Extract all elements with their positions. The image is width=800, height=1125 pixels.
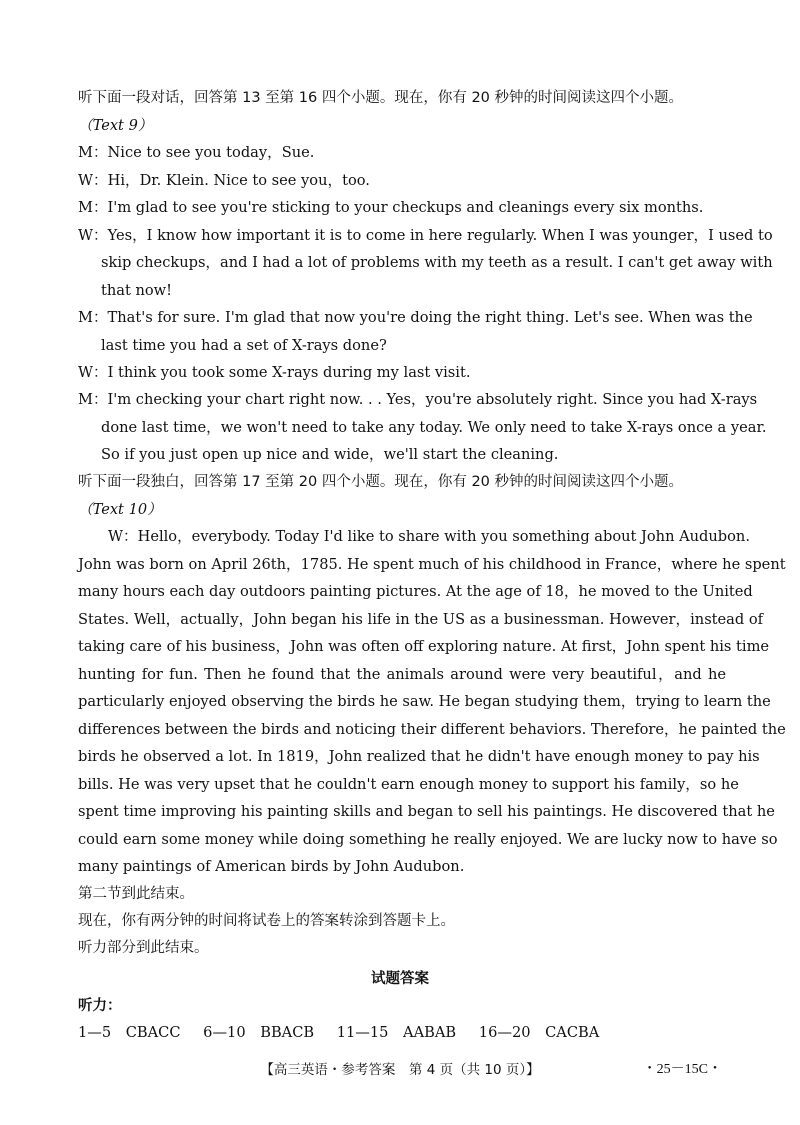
- monologue-line: States. Well，actually，John began his life in the US as a businessman. However，instead of: [78, 611, 764, 628]
- monologue-line: W：Hello，everybody. Today I'd like to share with you something about John Audubon.: [108, 528, 750, 545]
- monologue-line: particularly enjoyed observing the birds he saw. He began studying them，trying to learn the: [78, 693, 771, 710]
- answer-group: 11—15 AABAB: [336, 1024, 457, 1041]
- dialogue-line: last time you had a set of X-rays done?: [101, 337, 387, 354]
- text10-label: （Text 10）: [78, 501, 162, 518]
- monologue-line: could earn some money while doing something he really enjoyed. We are lucky now to have so: [78, 831, 778, 848]
- text9-label: （Text 9）: [78, 117, 153, 134]
- monologue-line: spent time improving his painting skills and began to sell his paintings. He discovered that he: [78, 803, 775, 820]
- transfer-answers-text: 现在，你有两分钟的时间将试卷上的答案转涂到答题卡上。: [78, 913, 455, 929]
- monologue-line: many hours each day outdoors painting pictures. At the age of 18，he moved to the United: [78, 583, 753, 600]
- dialogue-line: So if you just open up nice and wide，we'll start the cleaning.: [101, 446, 559, 463]
- monologue-line: bills. He was very upset that he couldn't earn enough money to support his family，so he: [78, 776, 739, 793]
- monologue-line: differences between the birds and noticing their different behaviors. Therefore，he painted the: [78, 721, 786, 738]
- answer-group: 16—20 CACBA: [478, 1024, 600, 1041]
- dialogue-line: M：That's for sure. I'm glad that now you're doing the right thing. Let's see. When was the: [78, 309, 753, 326]
- dialogue-line: that now!: [101, 282, 173, 299]
- page-code: ・25－15C・: [642, 1062, 722, 1077]
- dialogue-line: M：Nice to see you today，Sue.: [78, 144, 315, 161]
- answer-group: 6—10 BBACB: [203, 1024, 315, 1041]
- dialogue-line: done last time，we won't need to take any today. We only need to take X-rays once a year.: [101, 419, 767, 436]
- monologue-line: taking care of his business，John was often off exploring nature. At first，John spent his time: [78, 638, 770, 655]
- dialogue-line: M：I'm checking your chart right now. . . Yes，you're absolutely right. Since you had X-rays: [78, 391, 758, 408]
- answer-group: 1—5 CBACC: [78, 1024, 181, 1041]
- monologue-line: many paintings of American birds by John Audubon.: [78, 858, 465, 875]
- answer-key-row: [78, 1023, 726, 1043]
- section-intro-text10: 听下面一段独白，回答第 17 至第 20 四个小题。现在，你有 20 秒钟的时间阅读这四个小题。: [78, 474, 684, 490]
- dialogue-line: W：Yes，I know how important it is to come in here regularly. When I was younger，I used to: [78, 227, 773, 244]
- dialogue-line: skip checkups，and I had a lot of problems with my teeth as a result. I can't get away with: [101, 254, 773, 271]
- dialogue-line: W：I think you took some X-rays during my last visit.: [78, 364, 471, 381]
- monologue-line: John was born on April 26th，1785. He spent much of his childhood in France，where he spent: [78, 556, 786, 573]
- listening-end-text: 听力部分到此结束。: [78, 940, 209, 956]
- section-end-text: 第二节到此结束。: [78, 886, 194, 902]
- dialogue-line: M：I'm glad to see you're sticking to your checkups and cleanings every six months.: [78, 199, 704, 216]
- monologue-line: hunting for fun. Then he found that the animals around were very beautiful，and he: [78, 666, 726, 683]
- dialogue-line: W：Hi，Dr. Klein. Nice to see you，too.: [78, 172, 370, 189]
- monologue-line: birds he observed a lot. In 1819，John realized that he didn't have enough money to pay his: [78, 748, 760, 765]
- listening-label: 听力：: [78, 998, 122, 1014]
- page-footer: 【高三英语・参考答案 第 4 页（共 10 页）】: [260, 1062, 540, 1078]
- section-intro-text9: 听下面一段对话，回答第 13 至第 16 四个小题。现在，你有 20 秒钟的时间阅读这四个小题。: [78, 90, 684, 106]
- answers-title: 试题答案: [371, 971, 429, 987]
